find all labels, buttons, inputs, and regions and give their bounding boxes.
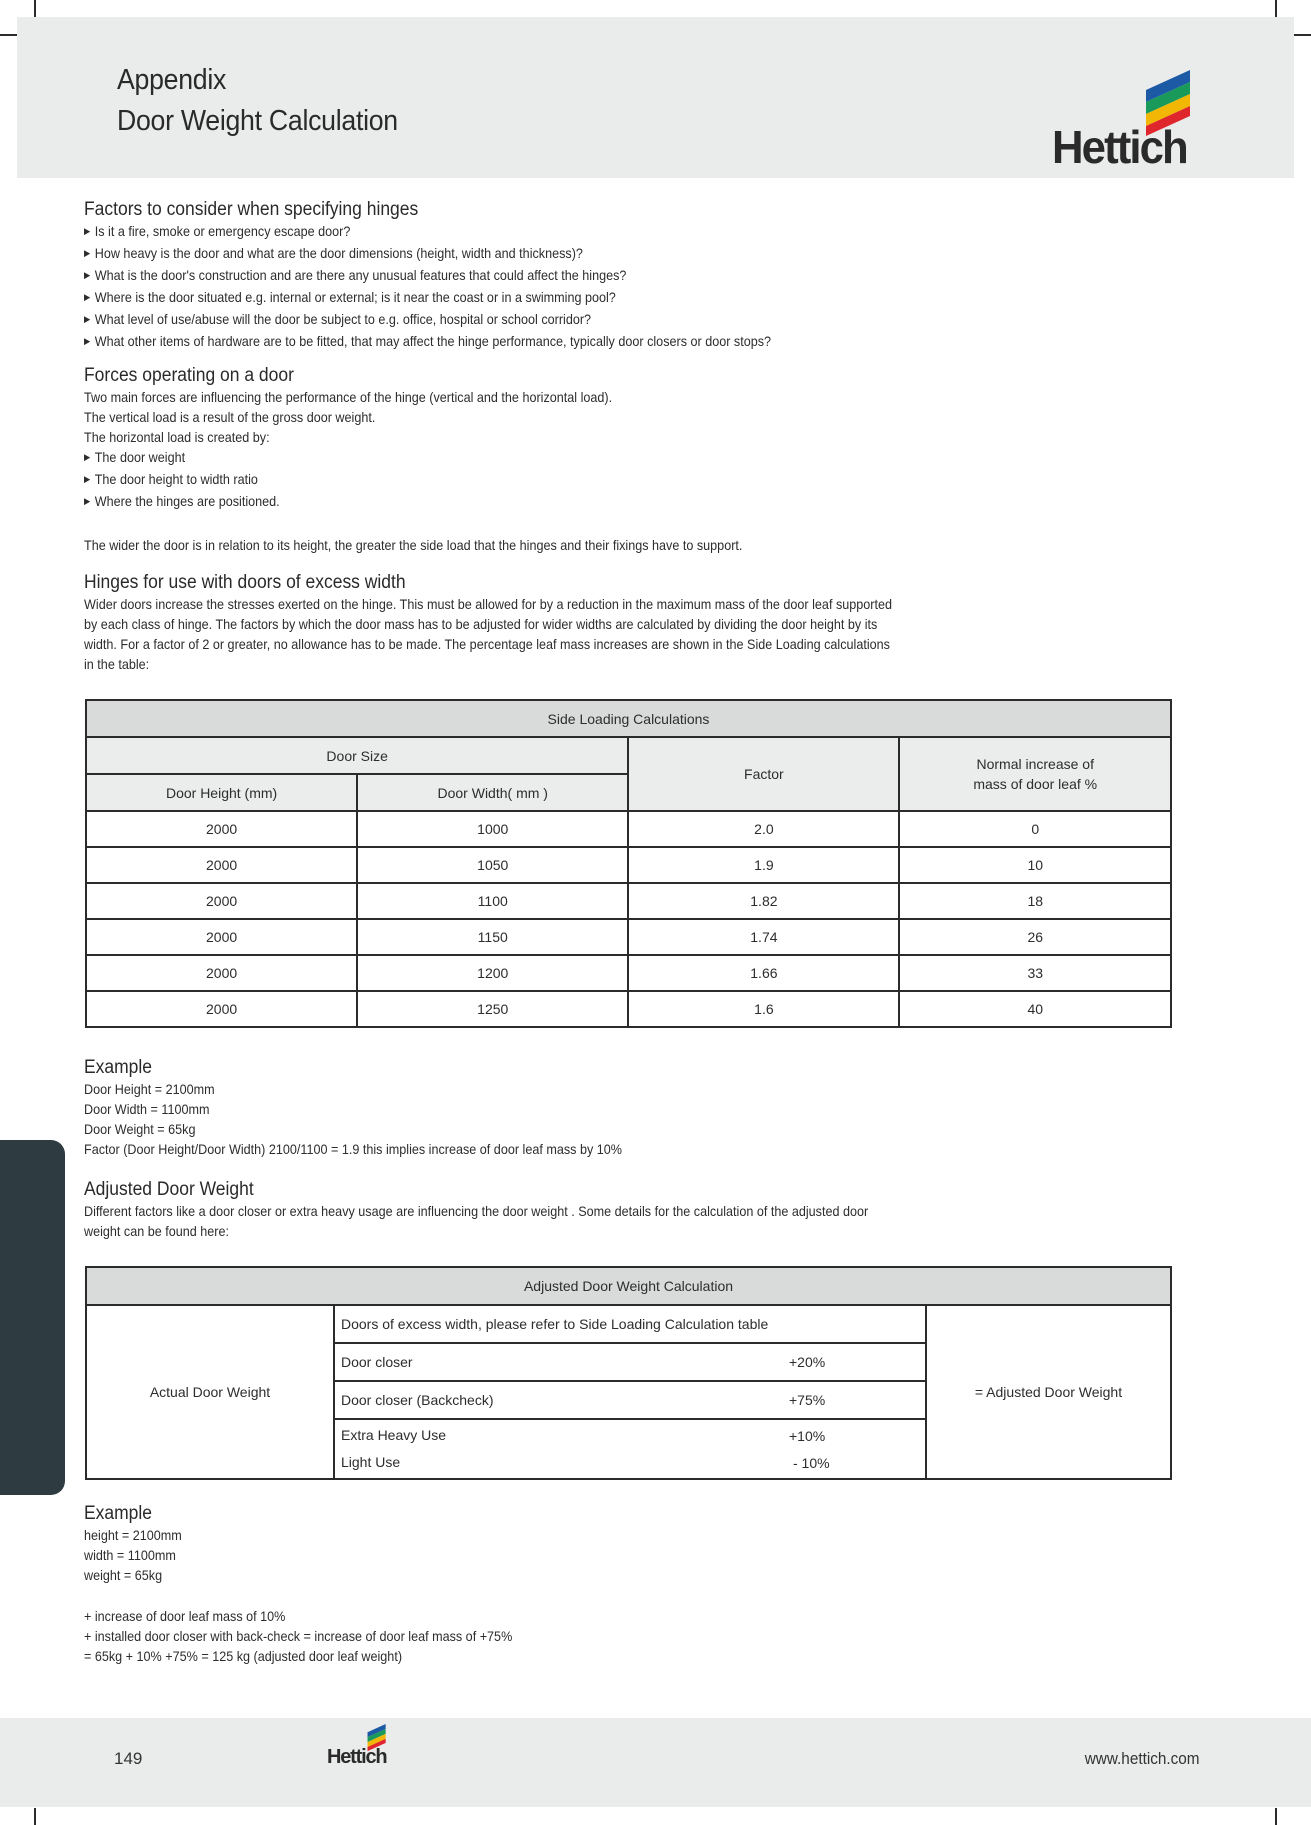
cell: 1000: [357, 811, 628, 847]
example1-line: Door Weight = 65kg: [84, 1121, 196, 1137]
forces-line: The horizontal load is created by:: [84, 429, 270, 445]
factor-item: ▶ What level of use/abuse will the door be subject to e.g. office, hospital or school corridor?: [84, 309, 1074, 331]
door-width-header: Door Width( mm ): [357, 774, 628, 811]
cell: 2000: [86, 847, 357, 883]
cell: 1.9: [628, 847, 899, 883]
excess-line: in the table:: [84, 656, 150, 672]
factor-item: ▶ Is it a fire, smoke or emergency escape door?: [84, 221, 1074, 243]
increase-header: Normal increase of mass of door leaf %: [899, 737, 1171, 811]
actual-weight-cell: Actual Door Weight: [86, 1305, 334, 1479]
cell: 2000: [86, 991, 357, 1027]
cell: 1100: [357, 883, 628, 919]
forces-item: ▶ The door height to width ratio: [84, 469, 1074, 491]
excess-section: [84, 571, 1184, 674]
forces-heading: Forces operating on a door: [84, 365, 294, 386]
cell: 40: [899, 991, 1171, 1027]
adjustment-row: Door closer (Backcheck) +75%: [334, 1381, 926, 1419]
crop-mark: [34, 1808, 36, 1825]
cell: 1250: [357, 991, 628, 1027]
website-link[interactable]: www.hettich.com: [1085, 1749, 1200, 1768]
factor-item: ▶ What other items of hardware are to be fitted, that may affect the hinge performance, typically door closers or door stops?: [84, 331, 1074, 353]
example2-calc: = 65kg + 10% +75% = 125 kg (adjusted door leaf weight): [84, 1648, 403, 1664]
footer-logo: [327, 1724, 397, 1770]
example1-section: [84, 1056, 1184, 1159]
chapter-side-tab: [0, 1140, 65, 1495]
factors-heading: Factors to consider when specifying hinges: [84, 199, 419, 220]
adjusted-weight-table: [85, 1266, 1172, 1480]
table-caption: Side Loading Calculations: [86, 700, 1171, 737]
adjusted-line: weight can be found here:: [84, 1223, 230, 1239]
logo-wordmark: Hettich: [1052, 121, 1187, 173]
cell: 10: [899, 847, 1171, 883]
table-row: [86, 919, 1171, 955]
forces-line: The vertical load is a result of the gross door weight.: [84, 409, 376, 425]
excess-heading: Hinges for use with doors of excess width: [84, 572, 406, 593]
page-title: Door Weight Calculation: [117, 105, 398, 137]
excess-line: width. For a factor of 2 or greater, no allowance has to be made. The percentage leaf mass increases are shown in the Side Loading calculations: [84, 636, 890, 652]
factor-header: Factor: [628, 737, 899, 811]
adjusted-section: [84, 1178, 1184, 1241]
adjustment-row: Door closer +20%: [334, 1343, 926, 1381]
example1-line: Door Width = 1100mm: [84, 1101, 210, 1117]
door-height-header: Door Height (mm): [86, 774, 357, 811]
cell: 1.74: [628, 919, 899, 955]
factor-item: ▶ How heavy is the door and what are the door dimensions (height, width and thickness)?: [84, 243, 1074, 265]
forces-item: ▶ Where the hinges are positioned.: [84, 491, 1074, 513]
section-title: Appendix: [117, 64, 227, 96]
cell: 1050: [357, 847, 628, 883]
side-loading-table: [85, 699, 1172, 1028]
table-row: [86, 883, 1171, 919]
example2-calc: + increase of door leaf mass of 10%: [84, 1608, 286, 1624]
example1-line: Door Height = 2100mm: [84, 1081, 215, 1097]
cell: 2000: [86, 919, 357, 955]
cell: 2.0: [628, 811, 899, 847]
example2-line: width = 1100mm: [84, 1547, 176, 1563]
cell: 33: [899, 955, 1171, 991]
factor-item: ▶ What is the door's construction and are there any unusual features that could affect the hinges?: [84, 265, 1074, 287]
excess-line: by each class of hinge. The factors by which the door mass has to be adjusted for wider widths are calculated by dividing the door height by its: [84, 616, 878, 632]
example1-line: Factor (Door Height/Door Width) 2100/1100 = 1.9 this implies increase of door leaf mass by 10%: [84, 1141, 622, 1157]
crop-mark: [1294, 34, 1311, 36]
example2-heading: Example: [84, 1503, 153, 1524]
crop-mark: [1275, 1808, 1277, 1825]
forces-item: ▶ The door weight: [84, 447, 1074, 469]
forces-note: The wider the door is in relation to its height, the greater the side load that the hinges and their fixings have to support.: [84, 537, 743, 553]
adjustment-row: Extra Heavy Use Light Use +10% - 10%: [334, 1419, 926, 1479]
crop-mark: [1275, 0, 1277, 17]
cell: 18: [899, 883, 1171, 919]
adjusted-heading: Adjusted Door Weight: [84, 1179, 254, 1200]
forces-section: [84, 364, 1184, 555]
cell: 2000: [86, 955, 357, 991]
table-caption: Adjusted Door Weight Calculation: [86, 1267, 1171, 1305]
excess-line: Wider doors increase the stresses exerted on the hinge. This must be allowed for by a reduction in the maximum mass of the door leaf supported: [84, 596, 892, 612]
cell: 1.6: [628, 991, 899, 1027]
page-number: 149: [114, 1749, 143, 1768]
cell: 2000: [86, 811, 357, 847]
factor-item: ▶ Where is the door situated e.g. internal or external; is it near the coast or in a swimming pool?: [84, 287, 1074, 309]
cell: 1.82: [628, 883, 899, 919]
example2-section: [84, 1502, 1184, 1666]
adjustment-row: Doors of excess width, please refer to Side Loading Calculation table: [334, 1305, 926, 1343]
example2-line: weight = 65kg: [84, 1567, 163, 1583]
example2-line: height = 2100mm: [84, 1527, 182, 1543]
cell: 26: [899, 919, 1171, 955]
cell: 2000: [86, 883, 357, 919]
example1-heading: Example: [84, 1057, 153, 1078]
cell: 1200: [357, 955, 628, 991]
table-row: [86, 811, 1171, 847]
adjusted-line: Different factors like a door closer or extra heavy usage are influencing the door weight . Some details for the calculation of the adjusted door: [84, 1203, 869, 1219]
forces-line: Two main forces are influencing the performance of the hinge (vertical and the horizontal load).: [84, 389, 613, 405]
logo-wordmark: Hettich: [327, 1746, 387, 1768]
adjusted-weight-cell: = Adjusted Door Weight: [926, 1305, 1171, 1479]
crop-mark: [0, 34, 17, 36]
cell: 1150: [357, 919, 628, 955]
cell: 0: [899, 811, 1171, 847]
example2-calc: + installed door closer with back-check = increase of door leaf mass of +75%: [84, 1628, 513, 1644]
table-row: [86, 847, 1171, 883]
door-size-header: Door Size: [86, 737, 628, 774]
cell: 1.66: [628, 955, 899, 991]
table-row: [86, 955, 1171, 991]
table-row: [86, 991, 1171, 1027]
hettich-logo: [1050, 70, 1210, 173]
factors-section: [84, 198, 1184, 353]
crop-mark: [34, 0, 36, 17]
